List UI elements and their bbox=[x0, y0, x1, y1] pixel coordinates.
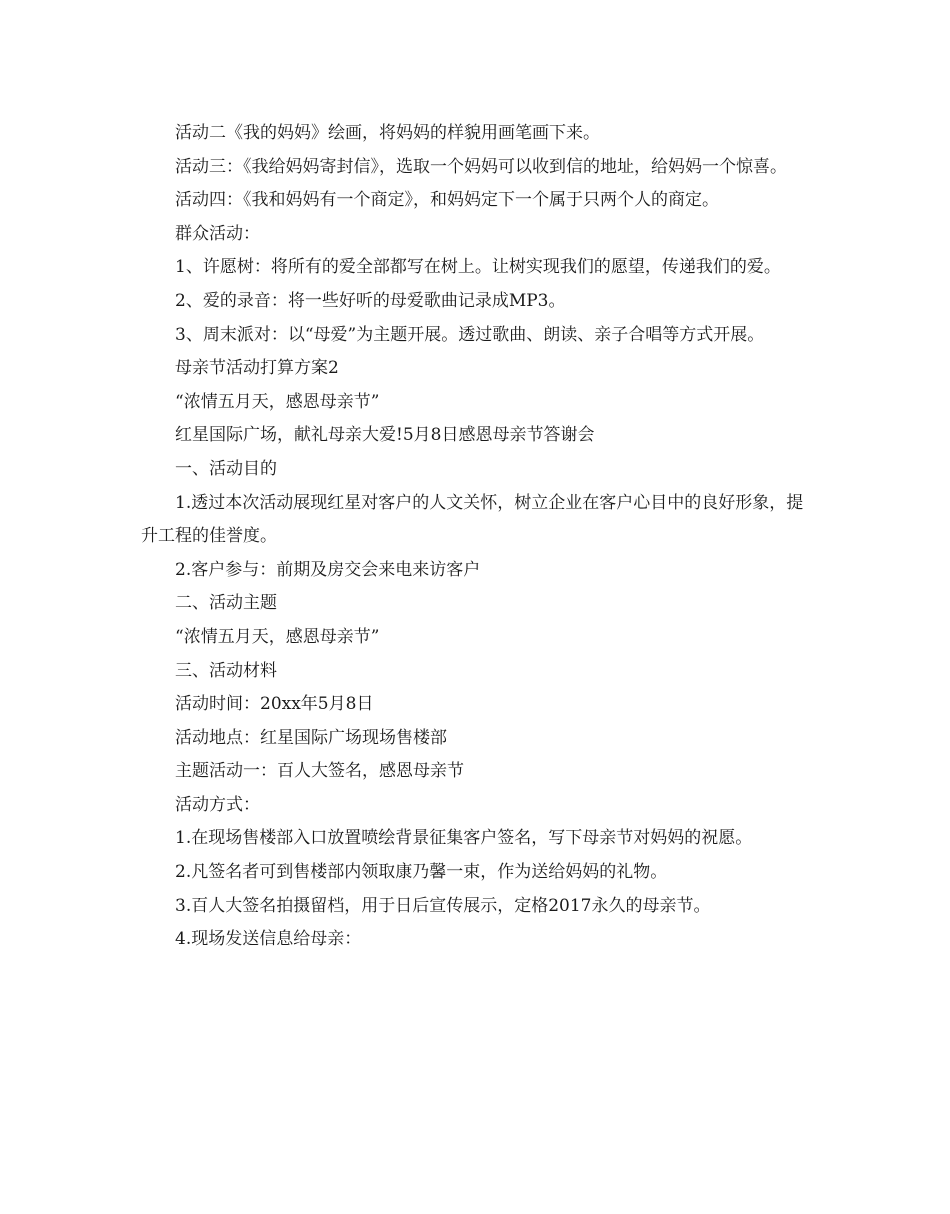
paragraph-method-four: 4.现场发送信息给母亲： bbox=[175, 929, 362, 950]
paragraph-theme-slogan: “浓情五月天，感恩母亲节” bbox=[175, 626, 380, 647]
paragraph-weekend-party: 3、周末派对：以“母爱”为主题开展。透过歌曲、朗读、亲子合唱等方式开展。 bbox=[175, 324, 765, 345]
section-title-plan-two: 母亲节活动打算方案2 bbox=[175, 358, 339, 379]
heading-theme: 二、活动主题 bbox=[175, 593, 277, 614]
paragraph-event-title: 红星国际广场，献礼母亲大爱!5月8日感恩母亲节答谢会 bbox=[175, 425, 595, 446]
paragraph-purpose-two: 2.客户参与：前期及房交会来电来访客户 bbox=[175, 559, 481, 580]
heading-purpose: 一、活动目的 bbox=[175, 458, 277, 479]
paragraph-activity-two: 活动二《我的妈妈》绘画，将妈妈的样貌用画笔画下来。 bbox=[175, 123, 600, 143]
paragraph-wish-tree: 1、许愿树：将所有的爱全部都写在树上。让树实现我们的愿望，传递我们的爱。 bbox=[175, 257, 781, 278]
paragraph-slogan: “浓情五月天，感恩母亲节” bbox=[175, 391, 380, 412]
document-body bbox=[141, 117, 813, 957]
paragraph-group-activities-heading: 群众活动： bbox=[175, 223, 260, 244]
paragraph-activity-four: 活动四：《我和妈妈有一个商定》，和妈妈定下一个属于只两个人的商定。 bbox=[175, 190, 719, 211]
paragraph-method-three: 3.百人大签名拍摄留档，用于日后宣传展示，定格2017永久的母亲节。 bbox=[175, 895, 711, 916]
paragraph-method-one: 1.在现场售楼部入口放置喷绘背景征集客户签名，写下母亲节对妈妈的祝愿。 bbox=[175, 828, 753, 849]
paragraph-event-time: 活动时间：20xx年5月8日 bbox=[175, 694, 374, 715]
paragraph-main-activity-one: 主题活动一：百人大签名，感恩母亲节 bbox=[175, 761, 464, 782]
paragraph-activity-three: 活动三：《我给妈妈寄封信》，选取一个妈妈可以收到信的地址，给妈妈一个惊喜。 bbox=[175, 156, 787, 177]
paragraph-love-recording: 2、爱的录音：将一些好听的母爱歌曲记录成MP3。 bbox=[175, 290, 566, 311]
paragraph-purpose-one: 1.透过本次活动展现红星对客户的人文关怀，树立企业在客户心目中的良好形象，提升工程的佳誉度。 bbox=[141, 492, 804, 547]
paragraph-event-location: 活动地点：红星国际广场现场售楼部 bbox=[175, 727, 447, 748]
heading-materials: 三、活动材料 bbox=[175, 660, 277, 681]
paragraph-activity-method-heading: 活动方式： bbox=[175, 794, 260, 815]
paragraph-method-two: 2.凡签名者可到售楼部内领取康乃馨一束，作为送给妈妈的礼物。 bbox=[175, 862, 668, 883]
